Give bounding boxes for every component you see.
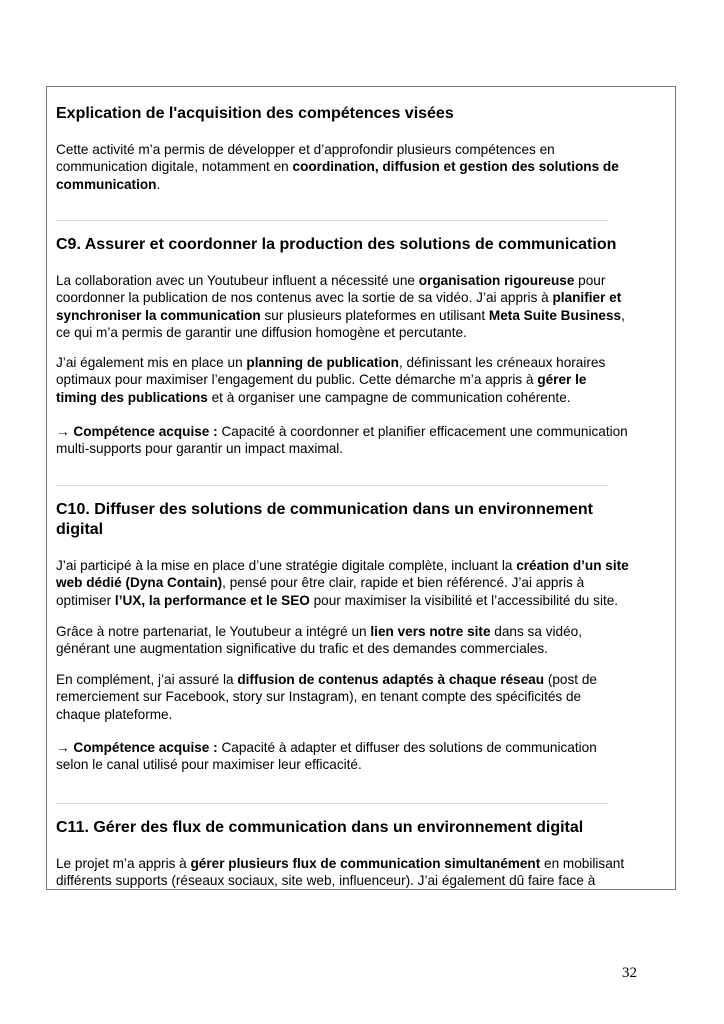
text-line <box>56 872 624 889</box>
bold-text: communication <box>56 176 157 192</box>
bold-text: synchroniser la communication <box>56 307 261 323</box>
c10-heading-line-1: C10. Diffuser des solutions de communication dans un environnement <box>56 501 593 518</box>
text-line <box>56 176 619 193</box>
c9-heading: C9. Assurer et coordonner la production des solutions de communication <box>56 236 617 253</box>
c11-heading: C11. Gérer des flux de communication dans un environnement digital <box>56 819 584 836</box>
text-run: Capacité à coordonner et planifier efficacement une communication <box>217 424 628 439</box>
text-run: dans sa vidéo, <box>490 624 582 639</box>
c10-competence <box>56 739 597 774</box>
text-run: chaque plateforme. <box>56 706 173 722</box>
text-run: , <box>621 307 625 323</box>
c10-heading-line-2: digital <box>56 521 104 538</box>
text-line <box>56 739 597 756</box>
c9-paragraph-2 <box>56 354 605 406</box>
text-run: selon le canal utilisé pour maximiser leur efficacité. <box>56 757 362 773</box>
bold-text: l’UX, la performance et le SEO <box>114 592 310 608</box>
text-run: différents supports (réseaux sociaux, site web, influenceur). J’ai également dû faire face à <box>56 873 596 889</box>
bold-text: planning de publication <box>246 355 399 370</box>
text-run: communication digitale, notamment en <box>56 159 293 175</box>
intro-heading: Explication de l'acquisition des compétences visées <box>56 105 454 122</box>
text-run: générant une augmentation significative du trafic et des demandes commerciales. <box>56 641 548 657</box>
text-line <box>56 592 629 609</box>
text-line <box>56 389 605 406</box>
c10-paragraph-2 <box>56 623 582 658</box>
text-line <box>56 640 582 657</box>
bold-text: lien vers notre site <box>370 624 491 639</box>
bold-text: → Compétence acquise : <box>56 424 218 439</box>
text-run: en mobilisant <box>540 856 625 871</box>
text-run: Capacité à adapter et diffuser des solutions de communication <box>217 740 597 755</box>
text-line <box>56 440 628 457</box>
text-run: Le projet m’a appris à <box>56 856 191 871</box>
text-run: En complément, j’ai assuré la <box>56 672 238 687</box>
text-line <box>56 141 619 158</box>
c10-paragraph-3 <box>56 671 597 723</box>
text-run: J’ai participé à la mise en place d’une stratégie digitale complète, incluant la <box>56 558 517 573</box>
text-run: (post de <box>544 672 597 687</box>
separator <box>56 485 608 486</box>
text-line <box>56 623 582 640</box>
c10-heading <box>56 500 593 540</box>
page-number: 32 <box>622 965 637 981</box>
text-run: multi-supports pour garantir un impact maximal. <box>56 441 344 457</box>
text-run: . <box>156 176 161 192</box>
bold-text: web dédié (Dyna Contain) <box>56 575 223 591</box>
bold-text: diffusion de contenus adaptés à chaque réseau <box>237 672 545 687</box>
bold-text: timing des publications <box>56 389 208 405</box>
text-run: optimaux pour maximiser l’engagement du public. Cette démarche m’a appris à <box>56 372 538 388</box>
bold-text: coordination, diffusion et gestion des solutions de <box>292 159 619 175</box>
content-frame <box>46 86 676 890</box>
separator <box>56 803 608 804</box>
text-run: , définissant les créneaux horaires <box>398 355 606 370</box>
text-line <box>56 354 605 371</box>
text-run: sur plusieurs plateformes en utilisant <box>260 307 489 323</box>
text-line <box>56 756 597 773</box>
separator <box>56 220 608 221</box>
text-run: et à organiser une campagne de communication cohérente. <box>207 389 571 405</box>
text-run: J’ai également mis en place un <box>56 355 247 370</box>
text-run: pour <box>574 273 606 288</box>
c9-paragraph-1 <box>56 272 625 342</box>
text-line <box>56 272 625 289</box>
text-line <box>56 855 624 872</box>
text-line <box>56 706 597 723</box>
text-line <box>56 371 605 388</box>
text-line <box>56 158 619 175</box>
intro-paragraph <box>56 141 619 193</box>
text-run: coordonner la publication de nos contenus avec la sortie de sa vidéo. J’ai appris à <box>56 290 553 306</box>
text-run: Cette activité m’a permis de développer et d’approfondir plusieurs compétences en <box>56 142 555 157</box>
text-run: ce qui m’a permis de garantir une diffusion homogène et percutante. <box>56 325 467 341</box>
c9-competence <box>56 423 628 458</box>
text-line <box>56 423 628 440</box>
text-line <box>56 289 625 306</box>
text-line <box>56 574 629 591</box>
text-line <box>56 324 625 341</box>
bold-text: organisation rigoureuse <box>418 273 575 288</box>
bold-text: gérer plusieurs flux de communication simultanément <box>190 856 541 871</box>
text-run: remerciement sur Facebook, story sur Instagram), en tenant compte des spécificités de <box>56 689 582 705</box>
c11-paragraph-1 <box>56 855 624 890</box>
bold-text: gérer le <box>537 372 587 388</box>
bold-text: Meta Suite Business <box>488 307 622 323</box>
bold-text: création d’un site <box>516 558 629 573</box>
text-line <box>56 557 629 574</box>
text-line <box>56 671 597 688</box>
bold-text: planifier et <box>552 290 622 306</box>
text-run: optimiser <box>56 592 115 608</box>
text-line <box>56 688 597 705</box>
c10-paragraph-1 <box>56 557 629 609</box>
bold-text: → Compétence acquise : <box>56 740 218 755</box>
text-run: La collaboration avec un Youtubeur influent a nécessité une <box>56 273 419 288</box>
text-run: pour maximiser la visibilité et l’accessibilité du site. <box>309 592 619 608</box>
text-line <box>56 307 625 324</box>
text-run: Grâce à notre partenariat, le Youtubeur a intégré un <box>56 624 371 639</box>
text-run: , pensé pour être clair, rapide et bien référencé. J’ai appris à <box>222 575 585 591</box>
